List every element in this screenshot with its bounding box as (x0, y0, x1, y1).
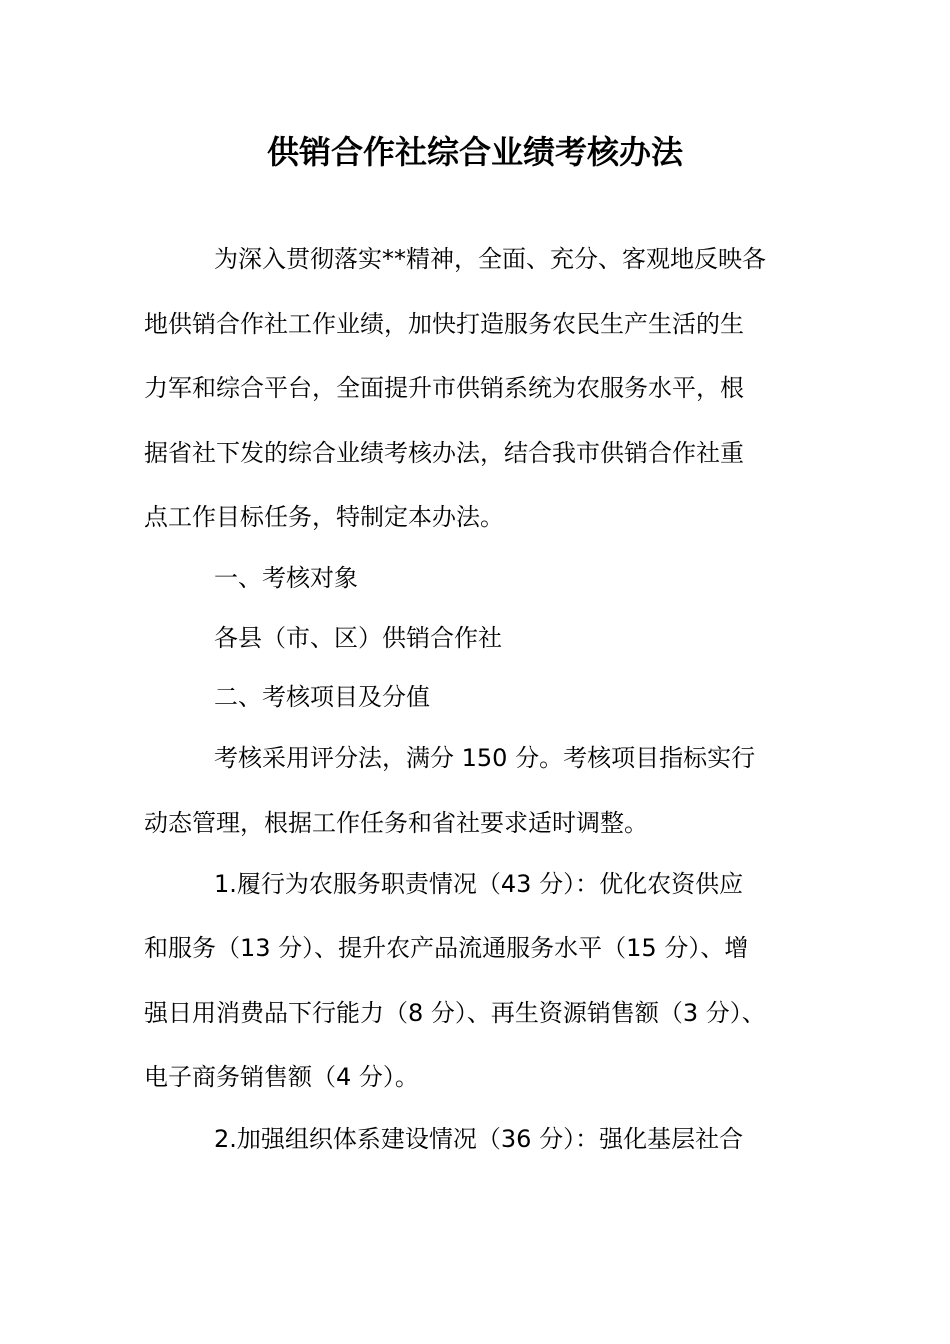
paragraph-line: 据省社下发的综合业绩考核办法，结合我市供销合作社重 (144, 439, 744, 467)
paragraph-line: 2.加强组织体系建设情况（36 分）：强化基层社合 (214, 1125, 744, 1153)
paragraph-line: 强日用消费品下行能力（8 分）、再生资源销售额（3 分）、 (144, 999, 766, 1027)
paragraph-line: 1.履行为农服务职责情况（43 分）：优化农资供应 (214, 870, 744, 898)
paragraph-line: 动态管理，根据工作任务和省社要求适时调整。 (144, 809, 648, 837)
paragraph-line: 各县（市、区）供销合作社 (214, 624, 502, 652)
paragraph-line: 电子商务销售额（4 分）。 (144, 1063, 419, 1091)
section-heading: 一、考核对象 (214, 564, 358, 592)
section-heading: 二、考核项目及分值 (214, 683, 430, 711)
paragraph-line: 考核采用评分法，满分 150 分。考核项目指标实行 (214, 744, 756, 772)
paragraph-line: 地供销合作社工作业绩，加快打造服务农民生产生活的生 (144, 310, 744, 338)
document-title: 供销合作社综合业绩考核办法 (266, 133, 683, 171)
paragraph-line: 和服务（13 分）、提升农产品流通服务水平（15 分）、增 (144, 934, 749, 962)
paragraph-line: 为深入贯彻落实**精神，全面、充分、客观地反映各 (214, 245, 766, 273)
paragraph-line: 点工作目标任务，特制定本办法。 (144, 503, 504, 531)
paragraph-line: 力军和综合平台，全面提升市供销系统为农服务水平，根 (144, 374, 744, 402)
